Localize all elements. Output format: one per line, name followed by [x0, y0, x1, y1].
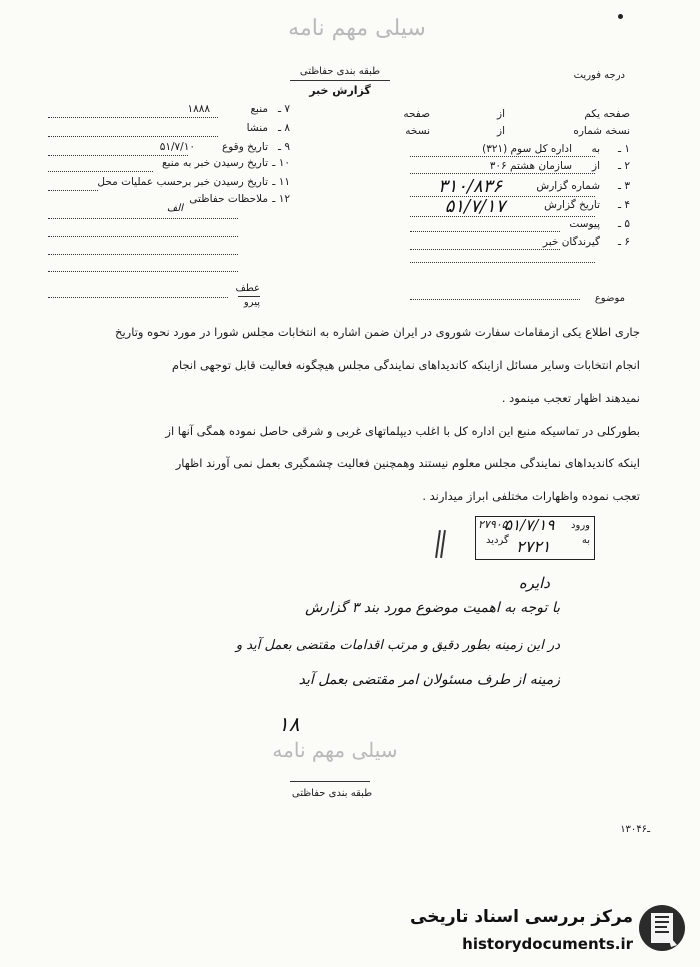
report-title: گزارش خبر: [309, 84, 371, 97]
left-field-receipt-date-source: ۱۰ ـ تاریخ رسیدن خبر به منبع: [161, 157, 290, 169]
left-field-security-notes: ۱۲ ـ ملاحظات حفاظتی: [189, 193, 290, 205]
watermark-url: historydocuments.ir: [462, 935, 633, 953]
right-field-report-date: ۴ ـ تاریخ گزارش: [544, 199, 630, 211]
urgency-label: درجه فوریت: [573, 70, 625, 81]
corner-dot: [618, 14, 623, 19]
left-field-occurrence-date: ۹ ـ تاریخ وقوع ۵۱/۷/۱۰: [159, 141, 290, 153]
report-date-value: ۵۱/۷/۱۷: [444, 196, 506, 217]
body-line-6: تعجب نموده واظهارات مختلفی ابراز میدارند .: [422, 489, 640, 503]
bottom-faded-stamp: سیلی مهم نامه: [272, 738, 398, 762]
right-field-copy: نسخه شماره از نسخه: [405, 125, 630, 137]
left-field-origin: ۸ ـ منشا: [246, 122, 290, 134]
handwritten-line-3: در این زمینه بطور دقیق و مرتب اقدامات مقتضی بعمل آید و: [235, 638, 560, 653]
security-notes-value: الف: [166, 203, 184, 214]
watermark-title: مرکز بررسی اسناد تاریخی: [410, 907, 633, 927]
right-field-to: ۱ ـ به اداره کل سوم (۳۲۱): [482, 143, 630, 155]
footer-classification: طبقه بندی حفاظتی: [291, 788, 373, 799]
handwritten-line-1: دایره: [518, 574, 550, 592]
right-field-recipients: ۶ ـ گیرندگان خبر: [542, 236, 630, 248]
body-line-4: بطورکلی در تماسیکه منبع این اداره کل با اغلب دیپلماتهای غربی و شرقی حاصل نموده همگی آنها از: [165, 424, 640, 438]
right-field-report-no: ۳ ـ شماره گزارش: [536, 180, 630, 192]
registration-stamp: ورود به ۵۱/۷/۱۹ ۲۷۹۰۵ گردید ۲۷۲۱: [475, 516, 595, 560]
top-faded-stamp: سیلی مهم نامه: [288, 16, 426, 41]
left-field-receipt-date-local: ۱۱ ـ تاریخ رسیدن خبر برحسب عملیات محل: [97, 176, 290, 188]
handwritten-number: ۱۸: [278, 712, 300, 736]
body-line-3: نمیدهند اظهار تعجب مینمود .: [501, 391, 640, 405]
right-field-attachment: ۵ ـ پیوست: [569, 218, 630, 230]
archive-logo-icon: [637, 903, 687, 953]
report-number-value: ۳۱۰/۸۳۶: [437, 176, 503, 197]
form-code: ۱۳۰ـ۴۶: [620, 824, 650, 835]
classification-label: طبقه بندی حفاظتی: [299, 66, 381, 77]
body-line-5: اینکه کاندیداهای نمایندگی مجلس معلوم نیستند وهمچنین فعالیت چشمگیری بعمل نمی آورند اظهار: [175, 456, 640, 470]
handwritten-line-4: زمینه از طرف مسئولان امر مقتضی بعمل آید: [298, 672, 560, 688]
atf-label: عطف: [235, 283, 260, 294]
right-field-page: صفحه یکم از صفحه: [403, 108, 630, 120]
stamp-tick-2: [440, 530, 446, 558]
body-line-1: جاری اطلاع یکی ازمقامات سفارت شوروی در ایران ضمن اشاره به انتخابات مجلس شورا در مورد نحوه وتاریخ: [115, 325, 640, 339]
right-field-from: ۲ ـ از سازمان هشتم ۳۰۶: [489, 160, 630, 172]
left-field-source: ۷ ـ منبع ۱۸۸۸: [187, 103, 290, 115]
handwritten-line-2: با توجه به اهمیت موضوع مورد بند ۳ گزارش: [305, 600, 560, 616]
peyro-label: پیرو: [243, 297, 260, 308]
body-line-2: انجام انتخابات وسایر مسائل ازاینکه کاندیداهای نمایندگی مجلس هیچگونه فعالیت قابل توجهی انجام: [171, 358, 640, 372]
subject-label: موضوع: [594, 293, 625, 304]
